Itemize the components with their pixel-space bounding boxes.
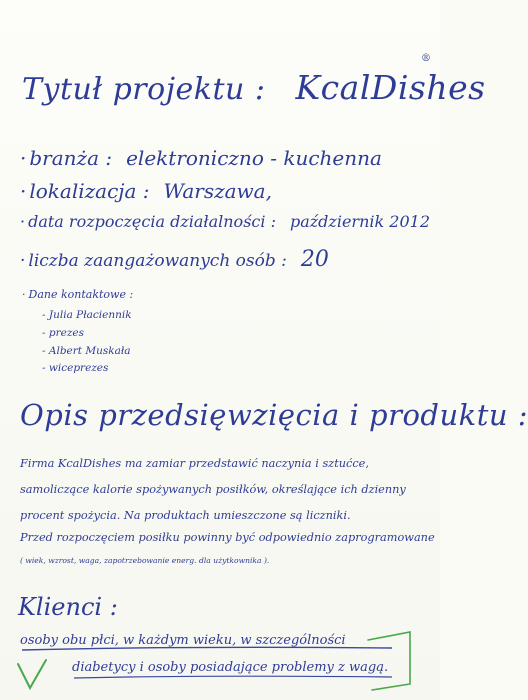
branza-value: elektroniczno - kuchenna (126, 146, 382, 170)
data-value: październik 2012 (289, 212, 430, 231)
bullet-branza: · branża : elektroniczno - kuchenna (20, 146, 382, 170)
description-line: ( wiek, wzrost, waga, zapotrzebowanie energ. dla użytkownika ). (20, 556, 270, 565)
project-name: KcalDishes (295, 68, 486, 107)
contact-role-2: - wiceprezes (42, 362, 109, 374)
description-line: Firma KcalDishes ma zamiar przedstawić naczynia i sztućce, (20, 457, 369, 470)
clients-underline (22, 647, 392, 650)
lokalizacja-value: Warszawa, (163, 179, 272, 203)
liczba-label: liczba zaangażowanych osób : (28, 251, 287, 271)
contact-name-1: - Julia Płaciennik (42, 309, 132, 321)
green-check-mark (18, 660, 46, 688)
title-label: Tytuł projektu : (22, 72, 266, 107)
clients-underline-2 (74, 676, 392, 678)
registered-mark: ® (421, 53, 431, 64)
bullet-liczba: · liczba zaangażowanych osób : 20 (20, 247, 329, 272)
bullet-data: · data rozpoczęcia działalności : październik 2012 (20, 212, 430, 231)
branza-label: branża : (29, 146, 113, 170)
data-label: data rozpoczęcia działalności : (28, 212, 276, 231)
description-line: Przed rozpoczęciem posiłku powinny być odpowiednio zaprogramowane (20, 531, 435, 544)
description-heading: Opis przedsięwzięcia i produktu : (20, 398, 528, 432)
description-line: procent spożycia. Na produktach umieszczone są liczniki. (20, 509, 351, 522)
clients-line: diabetycy i osoby posiadające problemy z wagą. (72, 660, 389, 675)
bullet-lokalizacja: · lokalizacja : Warszawa, (20, 179, 272, 203)
green-corner-mark (368, 632, 410, 690)
lokalizacja-label: lokalizacja : (29, 179, 150, 203)
liczba-value: 20 (300, 247, 329, 272)
clients-heading: Klienci : (18, 593, 118, 621)
contact-role-1: - prezes (42, 327, 84, 339)
contacts-heading: · Dane kontaktowe : (22, 288, 134, 301)
description-line: samoliczące kalorie spożywanych posiłków, określające ich dzienny (20, 483, 406, 496)
contact-name-2: - Albert Muskała (42, 345, 131, 357)
clients-line: osoby obu płci, w każdym wieku, w szczególności (20, 633, 346, 648)
